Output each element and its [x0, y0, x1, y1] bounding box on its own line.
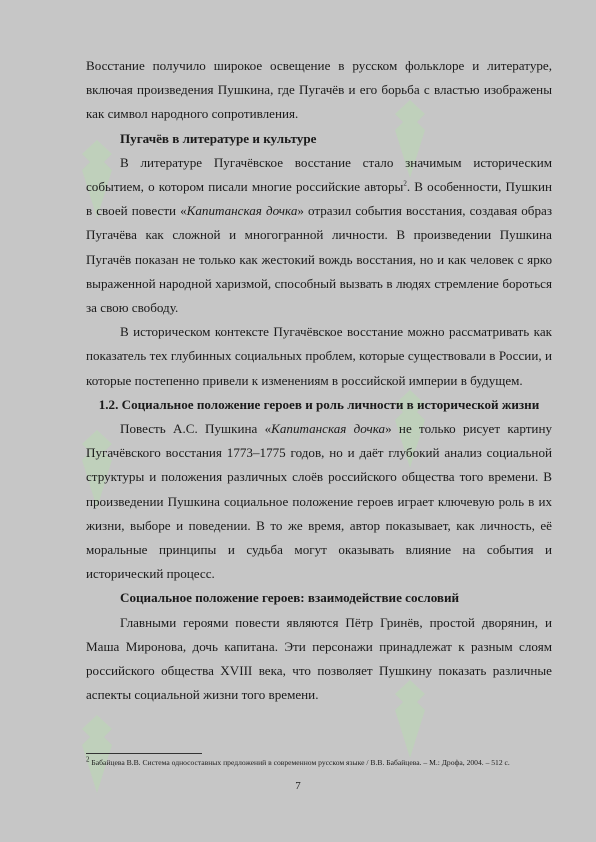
- text-run: Повесть А.С. Пушкина «: [120, 421, 272, 437]
- paragraph: Главными героями повести являются Пётр Гринёв, простой дворянин, и Маша Миронова, дочь капитана. Эти персонажи принадлежат к разным слоям российского общества XVIII века, что позволяет Пушкину показать различные аспекты социальной жизни того времени.: [86, 614, 552, 703]
- body-text: [86, 54, 552, 707]
- text-run: » не только рисует картину Пугачёвского восстания 1773–1775 годов, но и даёт глубокий анализ социальной структуры и положения различных слоёв российского общества того времени. В произведении Пушкина социальное положение героев играет ключевую роль в их жизни, выборе и поведении. В то же время, автор показывает, как личность, её моральные принципы и судьба могут оказывать влияние на события и исторический процесс.: [86, 421, 552, 582]
- footnote: [86, 757, 552, 768]
- footnote-divider: [86, 753, 202, 754]
- subheading-culture: Пугачёв в литературе и культуре: [120, 130, 317, 146]
- text-run: В литературе Пугачёвское восстание стало значимым историческим событием, о котором писали многие российские авторы: [86, 154, 552, 195]
- book-title: Капитанская дочка: [186, 203, 298, 219]
- book-title: Капитанская дочка: [271, 421, 386, 437]
- text-run: » отразил события восстания, создавая образ Пугачёва как сложной и многогранной личности. В произведении Пушкина Пугачёв показан не только как жестокий вождь восстания, но и как человек с ярко выраженной народной харизмой, способный вызвать в людях стремление бороться за свою свободу.: [86, 203, 553, 316]
- footnote-text: Бабайцева В.В. Система односоставных предложений в современном русском языке / В.В. Бабайцева. – М.: Дрофа, 2004. – 512 с.: [89, 758, 510, 767]
- subheading-classes: Социальное положение героев: взаимодействие сословий: [120, 590, 460, 606]
- text-run: . В особенности, Пушкин в своей повести «: [86, 179, 552, 219]
- footnote-ref[interactable]: 2: [403, 179, 407, 188]
- paragraph: [86, 151, 552, 320]
- section-heading: 1.2. Социальное положение героев и роль личности в исторической жизни: [98, 396, 540, 412]
- footnote-number: 2: [86, 755, 90, 764]
- page-number: 7: [295, 780, 301, 792]
- paragraph: В историческом контексте Пугачёвское восстание можно рассматривать как показатель тех глубинных социальных проблем, которые существовали в России, и которые постепенно привели к изменениям в российской империи в будущем.: [86, 324, 552, 388]
- paragraph: [86, 417, 552, 586]
- paragraph: Восстание получило широкое освещение в русском фольклоре и литературе, включая произведения Пушкина, где Пугачёв и его борьба с властью изображены как символ народного сопротивления.: [86, 58, 552, 122]
